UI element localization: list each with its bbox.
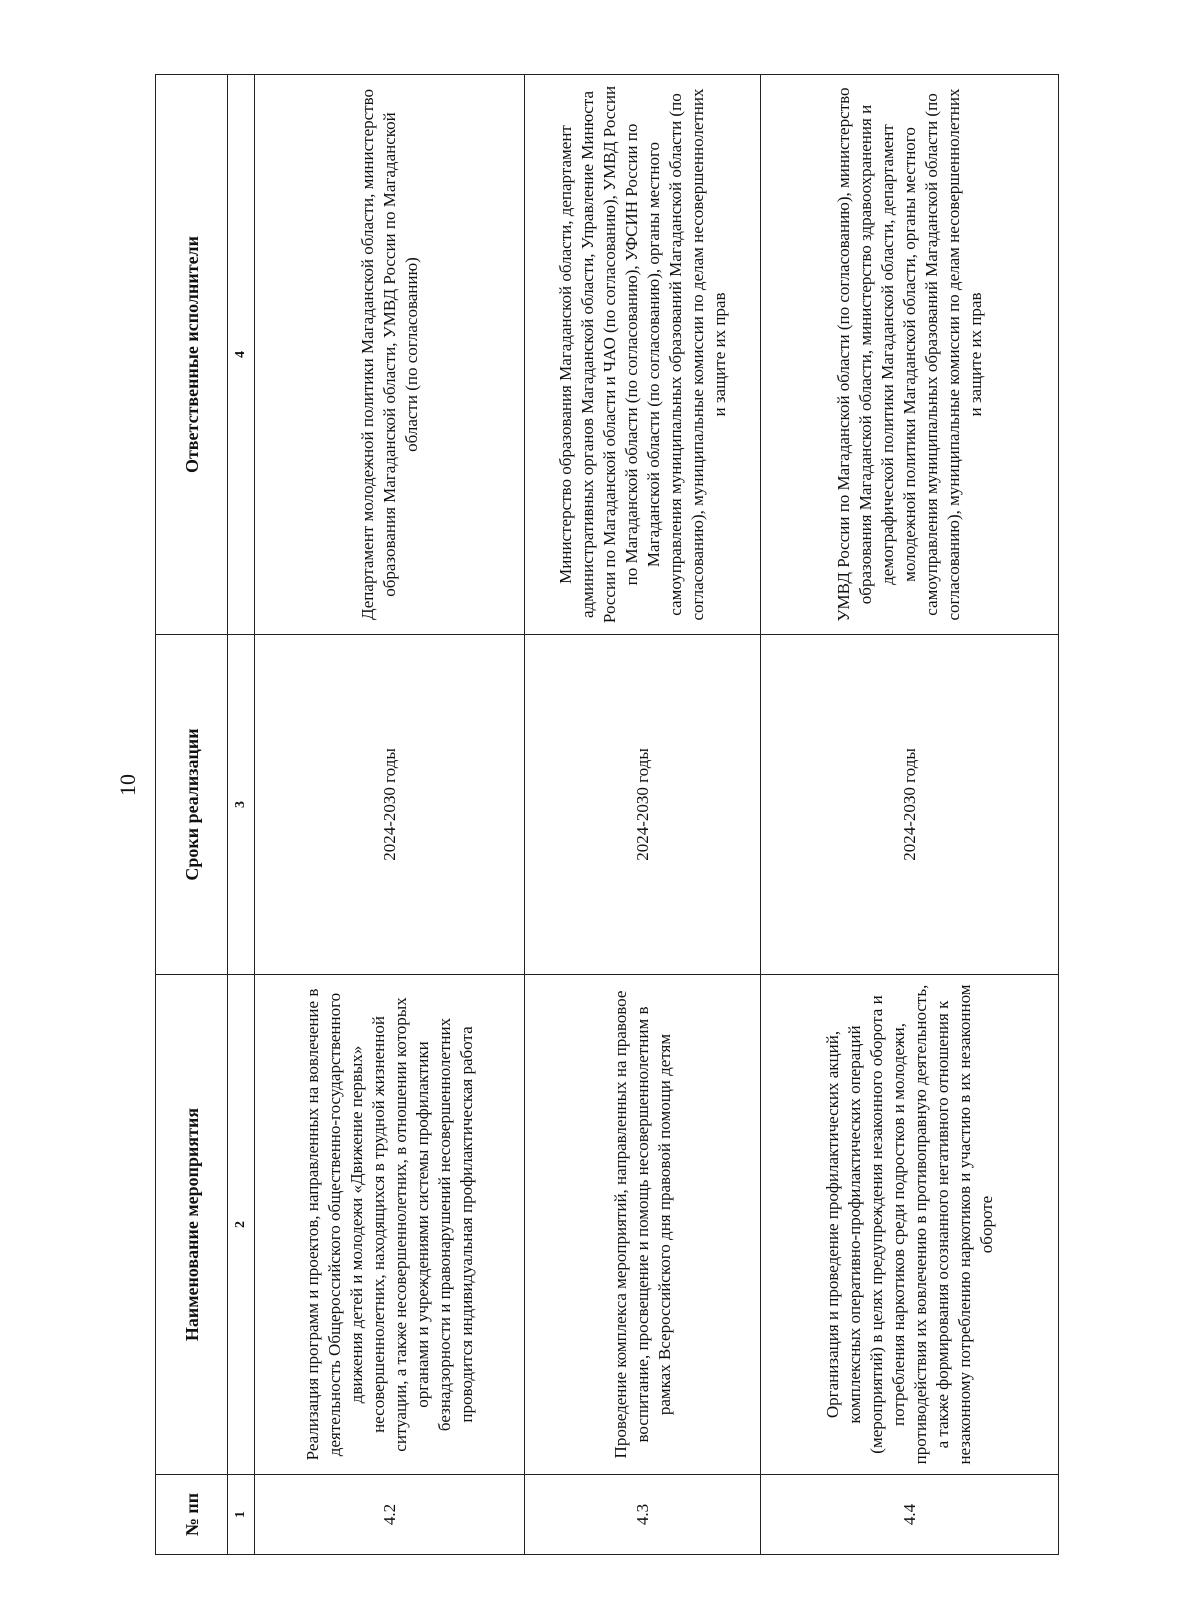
row-activity: Реализация программ и проектов, направленных на вовлечение в деятельность Общероссийского общественно-государственного движения детей и молодежи «Движение первых» несовершеннолетних, находящихся в трудной жизненной ситуации, а также несовершеннолетних, в отношении которых органами и учреждениями системы профилактики безнадзорности и правонарушений несовершеннолетних проводится индивидуальная профилактическая работа bbox=[255, 975, 525, 1475]
col-number-3: 3 bbox=[228, 635, 255, 975]
row-num: 4.3 bbox=[525, 1475, 761, 1555]
row-activity: Организация и проведение профилактических акций, комплексных оперативно-профилактических операций (мероприятий) в целях предупреждения незаконного оборота и потребления наркотиков среди подростков и молодежи, противодействия их вовлечению в противоправную деятельность, а также формирования осознанного негативного отношения к незаконному потреблению наркотиков и участию в их незаконном обороте bbox=[761, 975, 1059, 1475]
row-executors: Министерство образования Магаданской области, департамент административных органов Магаданской области, Управление Минюста России по Магаданской области и ЧАО (по согласованию), УМВД России по Магаданской области (по согласованию), УФСИН России по Магаданской области (по согласованию), органы местного самоуправления муниципальных образований Магаданской области (по согласованию), муниципальные комиссии по делам несовершеннолетних и защите их прав bbox=[525, 75, 761, 635]
row-num: 4.2 bbox=[255, 1475, 525, 1555]
page-number: 10 bbox=[115, 774, 140, 796]
table-row bbox=[761, 75, 1059, 1555]
row-executors: Департамент молодежной политики Магаданской области, министерство образования Магаданской области, УМВД России по Магаданской области (по согласованию) bbox=[255, 75, 525, 635]
row-term: 2024-2030 годы bbox=[525, 635, 761, 975]
activities-table bbox=[155, 74, 1059, 1555]
col-number-4: 4 bbox=[228, 75, 255, 635]
col-number-2: 2 bbox=[228, 975, 255, 1475]
row-term: 2024-2030 годы bbox=[761, 635, 1059, 975]
header-term: Сроки реализации bbox=[156, 635, 228, 975]
header-name: Наименование мероприятия bbox=[156, 975, 228, 1475]
header-row bbox=[156, 75, 228, 1555]
row-num: 4.4 bbox=[761, 1475, 1059, 1555]
header-num: № пп bbox=[156, 1475, 228, 1555]
column-numbers-row bbox=[228, 75, 255, 1555]
table-row bbox=[525, 75, 761, 1555]
row-term: 2024-2030 годы bbox=[255, 635, 525, 975]
rotated-table-container bbox=[155, 75, 1055, 1555]
table-row bbox=[255, 75, 525, 1555]
row-executors: УМВД России по Магаданской области (по согласованию), министерство образования Магаданской области, министерство здравоохранения и демографической политики Магаданской области, департамент молодежной политики Магаданской области, органы местного самоуправления муниципальных образований Магаданской области (по согласованию), муниципальные комиссии по делам несовершеннолетних и защите их прав bbox=[761, 75, 1059, 635]
col-number-1: 1 bbox=[228, 1475, 255, 1555]
row-activity: Проведение комплекса мероприятий, направленных на правовое воспитание, просвещение и помощь несовершеннолетним в рамках Всероссийского дня правовой помощи детям bbox=[525, 975, 761, 1475]
header-exec: Ответственные исполнители bbox=[156, 75, 228, 635]
